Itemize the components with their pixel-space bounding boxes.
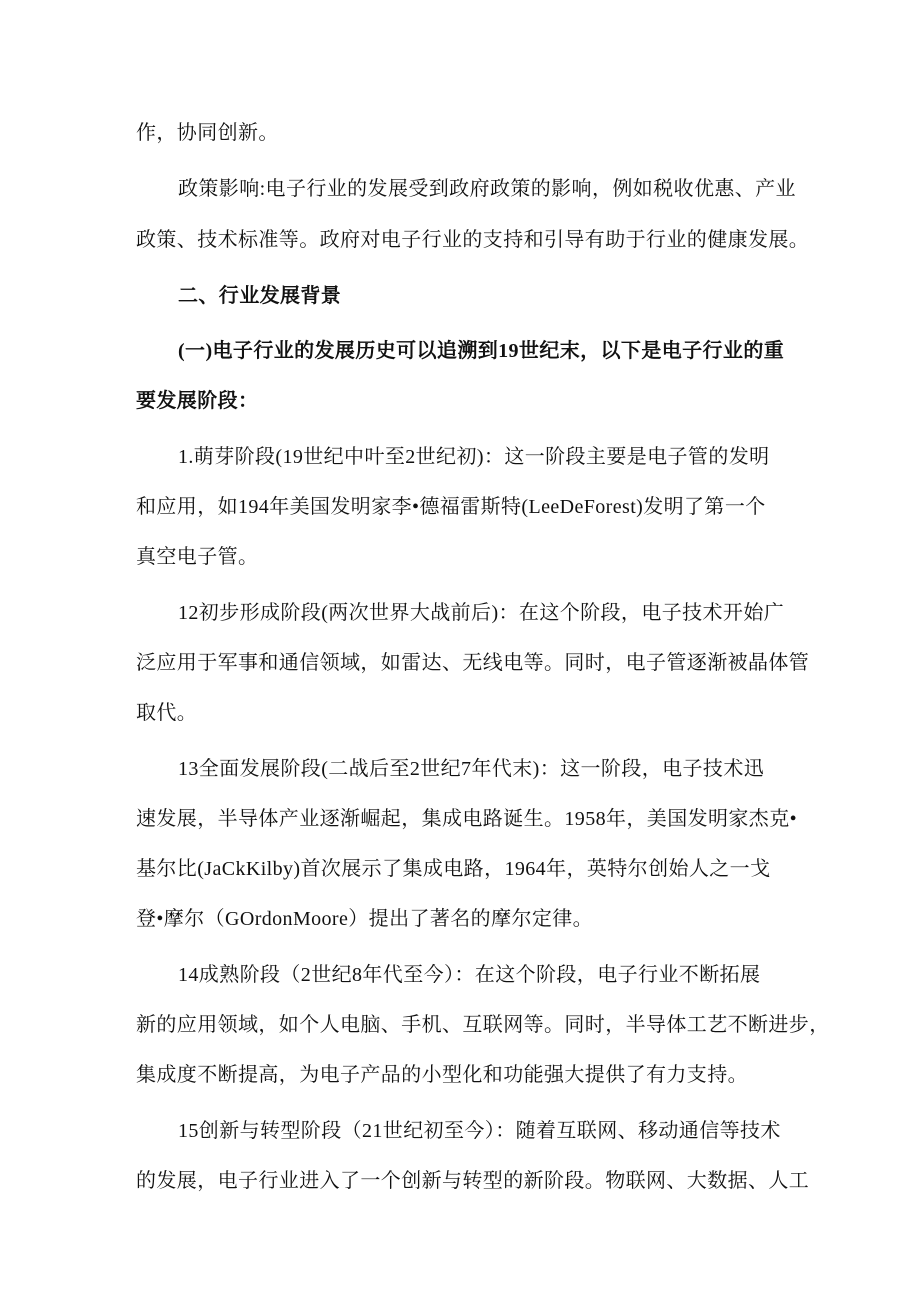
paragraph-line: 新的应用领域，如个人电脑、手机、互联网等。同时，半导体工艺不断进步，: [136, 1014, 830, 1036]
paragraph-line: 作，协同创新。: [136, 122, 279, 144]
paragraph-line: 15创新与转型阶段（21世纪初至今）：随着互联网、移动通信等技术: [178, 1120, 781, 1142]
paragraph-line: 登•摩尔（GOrdonMoore）提出了著名的摩尔定律。: [136, 908, 594, 930]
paragraph-line: 的发展，电子行业进入了一个创新与转型的新阶段。物联网、大数据、人工: [136, 1170, 810, 1192]
paragraph-line: 真空电子管。: [136, 546, 259, 568]
paragraph-line: 基尔比(JaCkKilby)首次展示了集成电路，1964年，英特尔创始人之一戈: [136, 858, 771, 880]
paragraph-line: 泛应用于军事和通信领域，如雷达、无线电等。同时，电子管逐渐被晶体管: [136, 652, 810, 674]
paragraph-line: 政策、技术标准等。政府对电子行业的支持和引导有助于行业的健康发展。: [136, 229, 810, 251]
paragraph-line: 取代。: [136, 702, 198, 724]
paragraph-line: 12初步形成阶段(两次世界大战前后)：在这个阶段，电子技术开始广: [178, 602, 785, 624]
paragraph-line: 13全面发展阶段(二战后至2世纪7年代末)：这一阶段，电子技术迅: [178, 758, 765, 780]
paragraph-line: 速发展，半导体产业逐渐崛起，集成电路诞生。1958年，美国发明家杰克•: [136, 808, 798, 830]
paragraph-line: 1.萌芽阶段(19世纪中叶至2世纪初)：这一阶段主要是电子管的发明: [178, 446, 770, 468]
paragraph-line: 政策影响:电子行业的发展受到政府政策的影响，例如税收优惠、产业: [178, 178, 796, 200]
paragraph-line: 和应用，如194年美国发明家李•德福雷斯特(LeeDeForest)发明了第一个: [136, 496, 766, 518]
subsection-heading: 要发展阶段：: [136, 390, 259, 412]
section-heading: 二、行业发展背景: [178, 285, 342, 307]
subsection-heading: (一)电子行业的发展历史可以追溯到19世纪末，以下是电子行业的重: [178, 340, 785, 362]
paragraph-line: 14成熟阶段（2世纪8年代至今）：在这个阶段，电子行业不断拓展: [178, 964, 761, 986]
paragraph-line: 集成度不断提高，为电子产品的小型化和功能强大提供了有力支持。: [136, 1064, 748, 1086]
